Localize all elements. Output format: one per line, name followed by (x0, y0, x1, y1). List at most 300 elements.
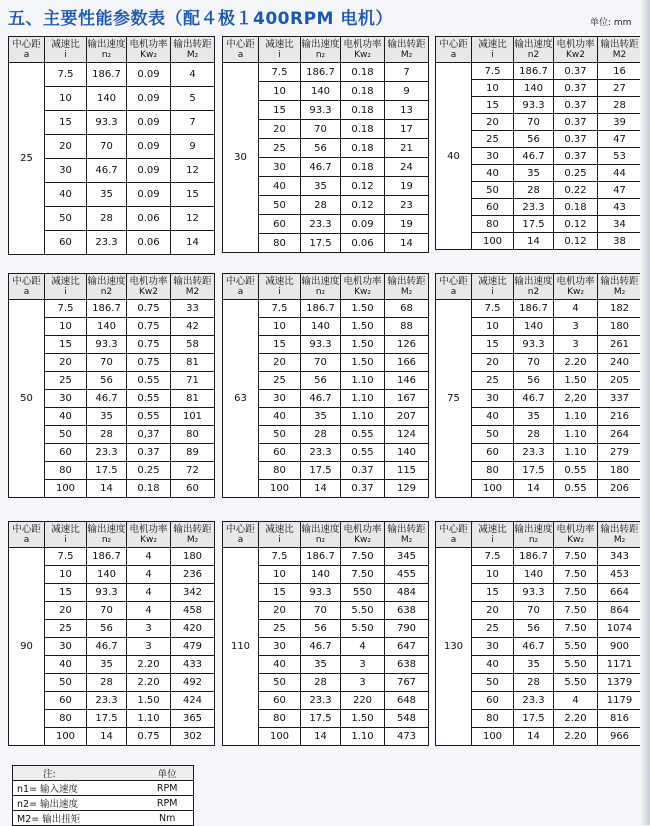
output-torque-cell: 343 (598, 548, 642, 566)
header-motor-power (554, 522, 598, 548)
output-speed-cell: 35 (87, 408, 127, 426)
ratio-cell: 80 (45, 710, 87, 728)
ratio-cell: 20 (259, 354, 301, 372)
motor-power-cell: 0.12 (554, 233, 598, 250)
output-speed-cell: 140 (87, 566, 127, 584)
motor-power-cell: 0.18 (341, 101, 385, 120)
ratio-cell: 50 (45, 674, 87, 692)
output-torque-cell: 1171 (598, 656, 642, 674)
output-torque-cell: 27 (598, 80, 642, 97)
performance-table (8, 36, 215, 255)
motor-power-cell: 0.06 (341, 234, 385, 253)
output-torque-cell: 207 (385, 408, 429, 426)
center-distance-cell: 50 (9, 300, 45, 498)
output-torque-cell: 180 (171, 548, 215, 566)
table-row (436, 300, 642, 318)
header-label: 输出转距 (600, 275, 639, 287)
motor-power-cell: 0.18 (341, 158, 385, 177)
output-speed-cell: 186.7 (514, 300, 554, 318)
output-speed-cell: 46.7 (301, 158, 341, 177)
motor-power-cell: 0.55 (341, 426, 385, 444)
header-motor-power (127, 37, 171, 63)
output-speed-cell: 70 (301, 354, 341, 372)
header-symbol: n2 (527, 286, 540, 297)
motor-power-cell: 0.12 (341, 196, 385, 215)
motor-power-cell: 4 (127, 566, 171, 584)
output-speed-cell: 56 (301, 139, 341, 158)
output-torque-cell: 458 (171, 602, 215, 620)
output-speed-cell: 14 (514, 728, 554, 746)
ratio-cell: 10 (259, 566, 301, 584)
motor-power-cell: 4 (554, 692, 598, 710)
ratio-cell: 10 (45, 318, 87, 336)
motor-power-cell: 0.06 (127, 231, 171, 255)
motor-power-cell: 7.50 (554, 584, 598, 602)
ratio-cell: 40 (259, 656, 301, 674)
output-speed-cell: 93.3 (301, 101, 341, 120)
header-label: 输出转距 (387, 38, 426, 50)
header-symbol: Kw₂ (354, 286, 371, 297)
output-speed-cell: 46.7 (514, 638, 554, 656)
header-motor-power (341, 274, 385, 300)
ratio-cell: 20 (472, 354, 514, 372)
ratio-cell: 30 (259, 390, 301, 408)
motor-power-cell: 1.50 (341, 354, 385, 372)
header-symbol: i (64, 286, 67, 297)
motor-power-cell: 0.37 (554, 114, 598, 131)
header-symbol: n₂ (528, 534, 539, 545)
header-label: 输出速度 (514, 38, 553, 50)
output-torque-cell: 129 (385, 480, 429, 498)
header-ratio (472, 522, 514, 548)
ratio-cell: 100 (45, 728, 87, 746)
output-speed-cell: 186.7 (514, 63, 554, 80)
output-speed-cell: 35 (87, 183, 127, 207)
ratio-cell: 7.5 (472, 548, 514, 566)
motor-power-cell: 3 (554, 336, 598, 354)
header-output-torque (171, 522, 215, 548)
output-speed-cell: 23.3 (301, 444, 341, 462)
header-label: 中心距 (12, 523, 41, 535)
header-label: 输出速度 (87, 275, 126, 287)
header-label: 中心距 (12, 38, 41, 50)
output-speed-cell: 17.5 (514, 216, 554, 233)
output-torque-cell: 473 (385, 728, 429, 746)
output-speed-cell: 56 (87, 372, 127, 390)
header-label: 电机功率 (129, 275, 168, 287)
output-torque-cell: 72 (171, 462, 215, 480)
motor-power-cell: 1.50 (341, 710, 385, 728)
header-label: 输出转距 (173, 38, 212, 50)
output-torque-cell: 53 (598, 148, 642, 165)
ratio-cell: 7.5 (45, 300, 87, 318)
output-speed-cell: 93.3 (87, 584, 127, 602)
header-label: 输出速度 (514, 523, 553, 535)
ratio-cell: 15 (472, 336, 514, 354)
output-torque-cell: 146 (385, 372, 429, 390)
header-output-torque (171, 37, 215, 63)
output-speed-cell: 46.7 (87, 390, 127, 408)
header-ratio (259, 522, 301, 548)
output-speed-cell: 186.7 (87, 63, 127, 87)
ratio-cell: 50 (45, 426, 87, 444)
legend-label: n2= 输出速度 (13, 796, 142, 811)
header-motor-power (554, 274, 598, 300)
motor-power-cell: 1.50 (341, 336, 385, 354)
ratio-cell: 10 (259, 318, 301, 336)
output-speed-cell: 70 (514, 602, 554, 620)
output-torque-cell: 420 (171, 620, 215, 638)
header-symbol: Kw₂ (567, 534, 584, 545)
header-ratio (472, 37, 514, 63)
motor-power-cell: 0.37 (554, 63, 598, 80)
ratio-cell: 50 (259, 426, 301, 444)
output-speed-cell: 35 (514, 408, 554, 426)
header-output-speed (301, 522, 341, 548)
output-torque-cell: 140 (385, 444, 429, 462)
output-torque-cell: 5 (171, 87, 215, 111)
motor-power-cell: 0.37 (341, 480, 385, 498)
center-distance-cell: 110 (223, 548, 259, 746)
header-symbol: i (278, 49, 281, 60)
output-speed-cell: 23.3 (301, 215, 341, 234)
motor-power-cell: 1.10 (341, 728, 385, 746)
output-torque-cell: 60 (171, 480, 215, 498)
ratio-cell: 10 (472, 566, 514, 584)
header-label: 中心距 (226, 38, 255, 50)
motor-power-cell: 0,37 (127, 426, 171, 444)
header-symbol: a (237, 534, 244, 545)
ratio-cell: 15 (45, 336, 87, 354)
motor-power-cell: 1.10 (341, 408, 385, 426)
ratio-cell: 50 (45, 207, 87, 231)
performance-table (435, 273, 642, 498)
legend-unit-header: 单位 (141, 766, 193, 781)
output-torque-cell: 81 (171, 390, 215, 408)
motor-power-cell: 0.75 (127, 300, 171, 318)
motor-power-cell: 1.50 (341, 300, 385, 318)
header-label: 输出速度 (301, 275, 340, 287)
center-distance-cell: 130 (436, 548, 472, 746)
header-symbol: M₂ (400, 49, 413, 60)
header-label: 减速比 (265, 523, 294, 535)
output-speed-cell: 56 (87, 620, 127, 638)
output-torque-cell: 166 (385, 354, 429, 372)
output-speed-cell: 70 (87, 135, 127, 159)
ratio-cell: 25 (472, 131, 514, 148)
output-torque-cell: 19 (385, 215, 429, 234)
page-title: 五、主要性能参数表（配４极１400RPM 电机） (8, 9, 393, 29)
output-torque-cell: 115 (385, 462, 429, 480)
center-distance-cell: 90 (9, 548, 45, 746)
output-torque-cell: 23 (385, 196, 429, 215)
output-speed-cell: 93.3 (514, 97, 554, 114)
ratio-cell: 80 (259, 462, 301, 480)
ratio-cell: 40 (472, 408, 514, 426)
ratio-cell: 20 (45, 602, 87, 620)
output-speed-cell: 28 (514, 674, 554, 692)
motor-power-cell: 0.55 (127, 372, 171, 390)
output-speed-cell: 70 (301, 602, 341, 620)
output-speed-cell: 186.7 (301, 63, 341, 82)
motor-power-cell: 3 (341, 656, 385, 674)
output-torque-cell: 9 (385, 82, 429, 101)
output-speed-cell: 28 (514, 426, 554, 444)
output-torque-cell: 12 (171, 207, 215, 231)
output-torque-cell: 365 (171, 710, 215, 728)
ratio-cell: 30 (472, 390, 514, 408)
header-output-torque (385, 274, 429, 300)
ratio-cell: 7.5 (45, 548, 87, 566)
output-torque-cell: 279 (598, 444, 642, 462)
ratio-cell: 100 (472, 233, 514, 250)
ratio-cell: 60 (472, 199, 514, 216)
output-speed-cell: 14 (301, 480, 341, 498)
output-speed-cell: 140 (301, 82, 341, 101)
header-label: 输出转距 (173, 523, 212, 535)
output-speed-cell: 46.7 (514, 148, 554, 165)
output-torque-cell: 638 (385, 602, 429, 620)
ratio-cell: 25 (259, 620, 301, 638)
performance-table (8, 521, 215, 746)
output-torque-cell: 455 (385, 566, 429, 584)
ratio-cell: 80 (472, 462, 514, 480)
output-speed-cell: 14 (87, 728, 127, 746)
output-torque-cell: 21 (385, 139, 429, 158)
motor-power-cell: 0.09 (127, 183, 171, 207)
header-symbol: M₂ (186, 49, 199, 60)
output-speed-cell: 93.3 (301, 584, 341, 602)
ratio-cell: 60 (472, 444, 514, 462)
output-speed-cell: 140 (514, 80, 554, 97)
output-speed-cell: 186.7 (87, 300, 127, 318)
motor-power-cell: 4 (341, 638, 385, 656)
motor-power-cell: 2.20 (554, 710, 598, 728)
page-edge-shadow (640, 0, 650, 825)
output-speed-cell: 46.7 (301, 390, 341, 408)
motor-power-cell: 3 (127, 620, 171, 638)
header-symbol: M₂ (400, 534, 413, 545)
output-speed-cell: 46.7 (301, 638, 341, 656)
motor-power-cell: 0.25 (127, 462, 171, 480)
motor-power-cell: 2.20 (554, 354, 598, 372)
header-motor-power (127, 274, 171, 300)
output-torque-cell: 101 (171, 408, 215, 426)
output-speed-cell: 186.7 (87, 548, 127, 566)
output-speed-cell: 93.3 (301, 336, 341, 354)
ratio-cell: 15 (45, 111, 87, 135)
motor-power-cell: 7.50 (341, 548, 385, 566)
header-label: 电机功率 (129, 523, 168, 535)
output-torque-cell: 433 (171, 656, 215, 674)
motor-power-cell: 0.18 (341, 139, 385, 158)
header-label: 输出速度 (87, 523, 126, 535)
output-torque-cell: 206 (598, 480, 642, 498)
ratio-cell: 60 (259, 444, 301, 462)
output-speed-cell: 14 (301, 728, 341, 746)
output-torque-cell: 17 (385, 120, 429, 139)
ratio-cell: 20 (45, 135, 87, 159)
output-torque-cell: 13 (385, 101, 429, 120)
ratio-cell: 20 (259, 602, 301, 620)
center-distance-cell: 40 (436, 63, 472, 250)
header-output-torque (598, 274, 642, 300)
performance-table (435, 36, 642, 250)
output-speed-cell: 93.3 (514, 336, 554, 354)
header-label: 中心距 (12, 275, 41, 287)
header-label: 电机功率 (343, 523, 382, 535)
motor-power-cell: 0.18 (341, 82, 385, 101)
output-speed-cell: 14 (514, 480, 554, 498)
motor-power-cell: 3 (127, 638, 171, 656)
header-symbol: i (278, 534, 281, 545)
ratio-cell: 7.5 (472, 63, 514, 80)
output-speed-cell: 186.7 (301, 300, 341, 318)
output-torque-cell: 424 (171, 692, 215, 710)
ratio-cell: 60 (259, 215, 301, 234)
header-label: 中心距 (226, 275, 255, 287)
ratio-cell: 25 (472, 620, 514, 638)
header-output-torque (171, 274, 215, 300)
header-output-torque (598, 522, 642, 548)
header-motor-power (341, 522, 385, 548)
header-ratio (45, 274, 87, 300)
output-speed-cell: 140 (514, 566, 554, 584)
output-torque-cell: 205 (598, 372, 642, 390)
motor-power-cell: 0.37 (554, 97, 598, 114)
header-center-distance (223, 274, 259, 300)
ratio-cell: 30 (259, 638, 301, 656)
ratio-cell: 80 (259, 710, 301, 728)
motor-power-cell: 5.50 (341, 620, 385, 638)
ratio-cell: 25 (45, 372, 87, 390)
output-torque-cell: 302 (171, 728, 215, 746)
output-torque-cell: 337 (598, 390, 642, 408)
table-row (9, 548, 215, 566)
output-torque-cell: 81 (171, 354, 215, 372)
header-label: 电机功率 (129, 38, 168, 50)
header-output-speed (87, 274, 127, 300)
ratio-cell: 7.5 (259, 300, 301, 318)
ratio-cell: 15 (259, 336, 301, 354)
header-symbol: Kw₂ (567, 286, 584, 297)
output-speed-cell: 70 (87, 602, 127, 620)
header-ratio (472, 274, 514, 300)
header-motor-power (341, 37, 385, 63)
motor-power-cell: 0.06 (127, 207, 171, 231)
output-torque-cell: 58 (171, 336, 215, 354)
output-torque-cell: 453 (598, 566, 642, 584)
output-torque-cell: 80 (171, 426, 215, 444)
table-row (223, 300, 429, 318)
output-speed-cell: 23.3 (87, 692, 127, 710)
motor-power-cell: 0.09 (127, 159, 171, 183)
output-torque-cell: 264 (598, 426, 642, 444)
output-speed-cell: 186.7 (301, 548, 341, 566)
table-row (436, 63, 642, 80)
performance-table (435, 521, 642, 746)
output-torque-cell: 548 (385, 710, 429, 728)
header-label: 中心距 (439, 38, 468, 50)
legend-note: 注: (13, 766, 142, 781)
header-symbol: i (491, 534, 494, 545)
ratio-cell: 60 (259, 692, 301, 710)
header-label: 输出转距 (600, 38, 639, 50)
motor-power-cell: 7.50 (341, 566, 385, 584)
header-symbol: Kw₂ (354, 534, 371, 545)
header-symbol: a (23, 286, 30, 297)
motor-power-cell: 0.18 (554, 199, 598, 216)
header-center-distance (436, 37, 472, 63)
motor-power-cell: 0.25 (554, 165, 598, 182)
output-speed-cell: 35 (301, 177, 341, 196)
header-output-speed (301, 274, 341, 300)
header-label: 电机功率 (556, 38, 595, 50)
output-torque-cell: 14 (385, 234, 429, 253)
ratio-cell: 100 (472, 480, 514, 498)
ratio-cell: 10 (45, 566, 87, 584)
output-speed-cell: 46.7 (87, 638, 127, 656)
motor-power-cell: 5.50 (554, 656, 598, 674)
header-symbol: a (450, 49, 457, 60)
header-label: 减速比 (51, 38, 80, 50)
header-label: 输出转距 (387, 523, 426, 535)
motor-power-cell: 3 (341, 674, 385, 692)
motor-power-cell: 4 (127, 602, 171, 620)
motor-power-cell: 1.50 (127, 692, 171, 710)
header-symbol: M₂ (613, 534, 626, 545)
motor-power-cell: 2.20 (554, 728, 598, 746)
ratio-cell: 80 (472, 710, 514, 728)
output-speed-cell: 17.5 (87, 710, 127, 728)
output-torque-cell: 44 (598, 165, 642, 182)
output-torque-cell: 4 (171, 63, 215, 87)
ratio-cell: 40 (472, 165, 514, 182)
header-label: 减速比 (265, 275, 294, 287)
header-center-distance (436, 274, 472, 300)
header-label: 电机功率 (556, 275, 595, 287)
motor-power-cell: 0.37 (554, 80, 598, 97)
output-torque-cell: 88 (385, 318, 429, 336)
output-torque-cell: 647 (385, 638, 429, 656)
motor-power-cell: 0.37 (127, 444, 171, 462)
ratio-cell: 100 (259, 480, 301, 498)
output-torque-cell: 182 (598, 300, 642, 318)
output-speed-cell: 70 (514, 354, 554, 372)
output-speed-cell: 23.3 (514, 692, 554, 710)
output-speed-cell: 56 (514, 131, 554, 148)
ratio-cell: 25 (259, 372, 301, 390)
motor-power-cell: 5.50 (554, 674, 598, 692)
header-label: 输出转距 (600, 523, 639, 535)
motor-power-cell: 0.18 (341, 63, 385, 82)
header-symbol: a (450, 534, 457, 545)
header-label: 电机功率 (556, 523, 595, 535)
output-speed-cell: 140 (301, 318, 341, 336)
header-motor-power (554, 37, 598, 63)
output-speed-cell: 140 (514, 318, 554, 336)
output-torque-cell: 7 (171, 111, 215, 135)
header-label: 中心距 (439, 275, 468, 287)
header-output-speed (514, 274, 554, 300)
output-speed-cell: 28 (514, 182, 554, 199)
output-speed-cell: 17.5 (301, 234, 341, 253)
output-torque-cell: 664 (598, 584, 642, 602)
output-torque-cell: 638 (385, 656, 429, 674)
output-speed-cell: 17.5 (514, 462, 554, 480)
output-speed-cell: 28 (301, 196, 341, 215)
output-torque-cell: 15 (171, 183, 215, 207)
